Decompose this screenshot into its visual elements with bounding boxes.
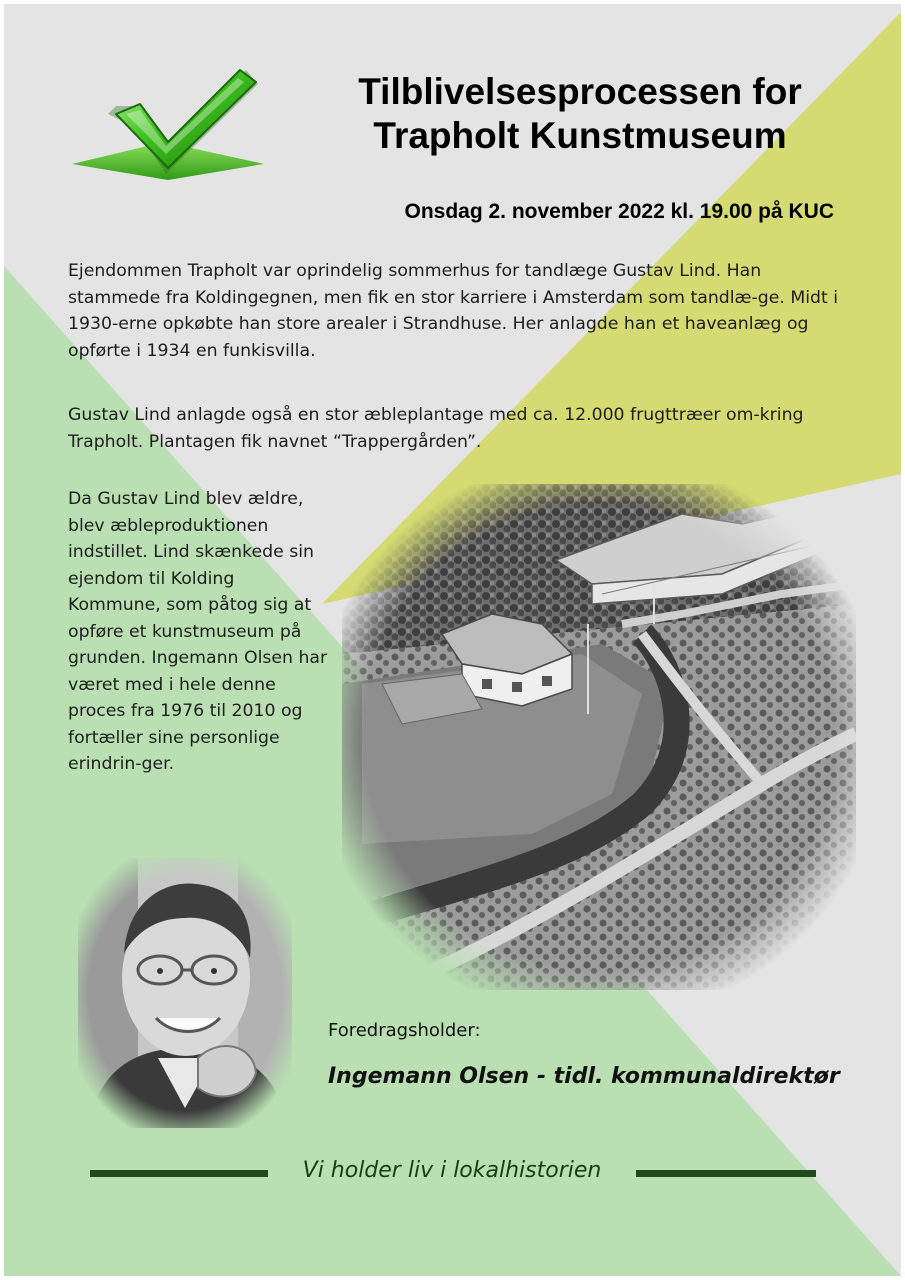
speaker-name: Ingemann Olsen - tidl. kommunaldirektør — [328, 1064, 840, 1089]
event-date: Onsdag 2. november 2022 kl. 19.00 på KUC — [404, 200, 834, 223]
speaker-portrait-photo — [78, 858, 292, 1128]
trapholt-aerial-photo — [342, 484, 856, 990]
title-line-1: Tilblivelsesprocessen for — [358, 71, 802, 112]
intro-paragraph: Ejendommen Trapholt var oprindelig sommerhus for tandlæge Gustav Lind. Han stammede fra Koldingegnen, men fik en stor karriere i Amsterdam som tandlæ-ge. Midt i 1930-erne opkøbte han store arealer i Strandhuse. Her anlagde han et haveanlæg og opførte i 1934 en funkisvilla. — [68, 261, 839, 361]
title-line-2: Trapholt Kunstmuseum — [373, 115, 787, 156]
plantation-paragraph: Gustav Lind anlagde også en stor æbleplantage med ca. 12.000 frugttræer om-kring Trapholt. Plantagen fik navnet “Trappergården”. — [68, 405, 804, 452]
green-checkmark-icon — [68, 64, 266, 186]
footer-divider-left — [90, 1170, 268, 1177]
footer-tagline: Vi holder liv i lokalhistorien — [302, 1158, 602, 1183]
museum-paragraph: Da Gustav Lind blev ældre, blev æbleproduktionen indstillet. Lind skænkede sin ejendom til Kolding Kommune, som påtog sig at opføre et kunstmuseum på grunden. Ingemann Olsen har været med i hele denne proces fra 1976 til 2010 og fortæller sine personlige erindrin-ger. — [68, 489, 328, 774]
page-title — [300, 70, 860, 158]
speaker-label: Foredragsholder: — [328, 1020, 481, 1041]
footer-divider-right — [636, 1170, 816, 1177]
